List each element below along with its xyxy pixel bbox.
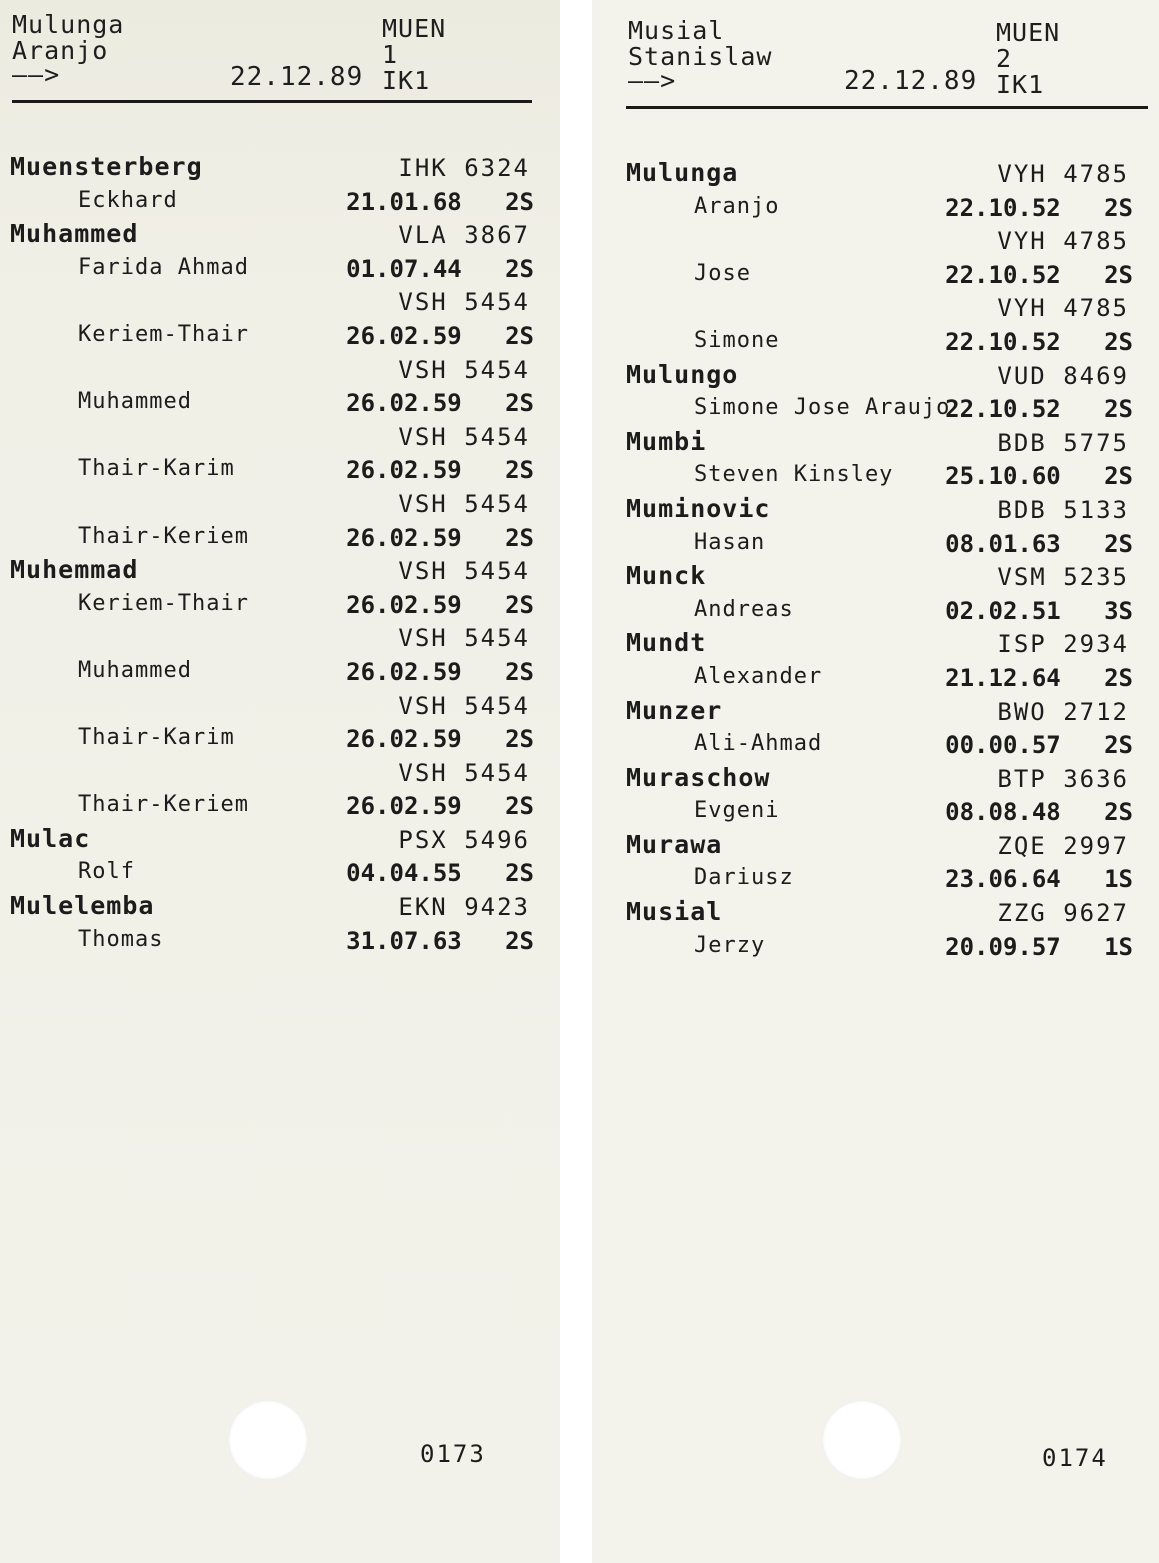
date-value: 02.02.51 bbox=[945, 596, 1061, 625]
given-name-row bbox=[0, 520, 560, 554]
header-code-line-2: 1 bbox=[382, 40, 399, 69]
given-name: Thair-Keriem bbox=[78, 792, 249, 818]
surname-row bbox=[616, 626, 1159, 660]
surname: Mulunga bbox=[626, 158, 739, 187]
given-name-row bbox=[0, 184, 560, 218]
surname-row bbox=[616, 895, 1159, 929]
status-code: 2S bbox=[1104, 260, 1133, 289]
surname-row bbox=[616, 425, 1159, 459]
reference-code: VSH 5454 bbox=[398, 422, 530, 451]
code-row bbox=[616, 223, 1159, 257]
surname-row bbox=[616, 559, 1159, 593]
birth-date bbox=[945, 328, 1133, 356]
surname: Mulelemba bbox=[10, 891, 155, 921]
date-value: 04.04.55 bbox=[346, 859, 462, 888]
birth-date bbox=[945, 395, 1133, 423]
given-name-row bbox=[616, 190, 1159, 224]
date-value: 00.00.57 bbox=[945, 731, 1061, 760]
surname: Mulac bbox=[10, 823, 91, 853]
date-value: 25.10.60 bbox=[945, 462, 1061, 491]
given-name-row bbox=[0, 318, 560, 352]
given-name-row bbox=[0, 923, 560, 957]
birth-date bbox=[346, 389, 534, 417]
index-card-0173 bbox=[0, 0, 560, 1563]
birth-date bbox=[945, 798, 1133, 826]
surname: Munck bbox=[626, 561, 707, 591]
date-value: 26.02.59 bbox=[346, 657, 462, 686]
header-code-line-3: IK1 bbox=[996, 70, 1045, 99]
surname-row bbox=[616, 156, 1159, 190]
header-name bbox=[12, 12, 124, 64]
surname-row bbox=[0, 553, 560, 587]
surname-row bbox=[616, 828, 1159, 862]
surname: Mumbi bbox=[626, 426, 707, 456]
code-row bbox=[0, 688, 560, 722]
birth-date bbox=[346, 658, 534, 686]
card-number: 0174 bbox=[1042, 1444, 1108, 1472]
given-name: Thair-Karim bbox=[78, 725, 235, 751]
punch-hole bbox=[228, 1400, 308, 1480]
header-arrow: ——> bbox=[12, 60, 61, 89]
date-value: 21.12.64 bbox=[945, 663, 1061, 692]
given-name-row bbox=[616, 861, 1159, 895]
date-value: 01.07.44 bbox=[346, 254, 462, 283]
status-code: 2S bbox=[505, 725, 534, 754]
reference-code: VYH 4785 bbox=[997, 160, 1129, 188]
birth-date bbox=[346, 524, 534, 552]
birth-date bbox=[346, 188, 534, 216]
given-name: Rolf bbox=[78, 859, 135, 885]
reference-code: BTP 3636 bbox=[997, 764, 1129, 793]
surname: Mundt bbox=[626, 628, 707, 658]
given-name: Thair-Karim bbox=[78, 456, 235, 482]
date-value: 26.02.59 bbox=[346, 389, 462, 418]
header-code-line-1: MUEN bbox=[382, 14, 447, 43]
status-code: 2S bbox=[505, 792, 534, 821]
reference-code: VSH 5454 bbox=[398, 355, 530, 384]
status-code: 2S bbox=[505, 926, 534, 955]
header-code-line-3: IK1 bbox=[382, 66, 431, 95]
given-name: Simone Jose Araujo bbox=[694, 395, 951, 421]
birth-date bbox=[945, 865, 1133, 893]
birth-date bbox=[945, 933, 1133, 961]
code-row bbox=[0, 419, 560, 453]
given-name-row bbox=[0, 654, 560, 688]
birth-date bbox=[945, 731, 1133, 759]
given-name-row bbox=[0, 587, 560, 621]
given-name: Ali-Ahmad bbox=[694, 731, 823, 757]
index-card-0174 bbox=[592, 0, 1159, 1563]
surname: Muhemmad bbox=[10, 555, 139, 585]
status-code: 1S bbox=[1104, 865, 1133, 894]
code-row bbox=[616, 290, 1159, 324]
date-value: 26.02.59 bbox=[346, 590, 462, 619]
card-number: 0173 bbox=[420, 1440, 486, 1468]
surname-row bbox=[616, 358, 1159, 392]
date-value: 08.08.48 bbox=[945, 798, 1061, 827]
given-name: Muhammed bbox=[78, 389, 192, 415]
reference-code: VUD 8469 bbox=[997, 361, 1129, 390]
given-name: Andreas bbox=[694, 596, 794, 622]
given-name: Muhammed bbox=[78, 657, 192, 683]
birth-date bbox=[346, 725, 534, 753]
status-code: 2S bbox=[505, 859, 534, 888]
reference-code: BWO 2712 bbox=[997, 697, 1129, 726]
code-row bbox=[0, 620, 560, 654]
status-code: 2S bbox=[1104, 663, 1133, 692]
reference-code: VSH 5454 bbox=[398, 691, 530, 720]
birth-date bbox=[945, 462, 1133, 490]
date-value: 20.09.57 bbox=[945, 932, 1061, 961]
date-value: 22.10.52 bbox=[945, 260, 1061, 289]
reference-code: VYH 4785 bbox=[997, 294, 1129, 323]
surname: Muhammed bbox=[10, 219, 139, 249]
given-name: Keriem-Thair bbox=[78, 590, 249, 616]
reference-code: VSH 5454 bbox=[398, 758, 530, 787]
reference-code: BDB 5133 bbox=[997, 495, 1129, 524]
reference-code: EKN 9423 bbox=[398, 893, 530, 922]
date-value: 26.02.59 bbox=[346, 725, 462, 754]
reference-code: PSX 5496 bbox=[398, 825, 530, 854]
header-rule bbox=[626, 106, 1148, 109]
surname-row bbox=[0, 217, 560, 251]
status-code: 3S bbox=[1104, 596, 1133, 625]
status-code: 2S bbox=[505, 389, 534, 418]
date-value: 21.01.68 bbox=[346, 187, 462, 216]
given-name-row bbox=[616, 794, 1159, 828]
given-name: Farida Ahmad bbox=[78, 254, 249, 280]
given-name-row bbox=[616, 391, 1159, 425]
birth-date bbox=[945, 194, 1133, 222]
date-value: 23.06.64 bbox=[945, 865, 1061, 894]
given-name: Thomas bbox=[78, 926, 164, 952]
given-name: Steven Kinsley bbox=[694, 462, 894, 488]
status-code: 2S bbox=[505, 590, 534, 619]
given-name: Keriem-Thair bbox=[78, 321, 249, 347]
surname-row bbox=[0, 150, 560, 184]
code-row bbox=[0, 284, 560, 318]
surname: Muraschow bbox=[626, 762, 771, 792]
given-name: Dariusz bbox=[694, 865, 794, 891]
reference-code: VSH 5454 bbox=[398, 489, 530, 518]
given-name-row bbox=[616, 324, 1159, 358]
date-value: 22.10.52 bbox=[945, 327, 1061, 356]
surname: Muminovic bbox=[626, 493, 771, 523]
reference-code: VSM 5235 bbox=[997, 563, 1129, 592]
surname-row bbox=[0, 889, 560, 923]
given-name: Hasan bbox=[694, 529, 766, 555]
given-name-row bbox=[0, 251, 560, 285]
given-name: Simone bbox=[694, 327, 780, 353]
entry-list bbox=[0, 150, 560, 956]
date-value: 26.02.59 bbox=[346, 456, 462, 485]
reference-code: VSH 5454 bbox=[398, 624, 530, 653]
birth-date bbox=[346, 591, 534, 619]
code-row bbox=[0, 486, 560, 520]
entry-list bbox=[616, 156, 1159, 962]
birth-date bbox=[346, 859, 534, 887]
header-name-line-2: Aranjo bbox=[12, 36, 109, 65]
given-name-row bbox=[0, 788, 560, 822]
status-code: 2S bbox=[505, 254, 534, 283]
birth-date bbox=[346, 792, 534, 820]
reference-code: ISP 2934 bbox=[997, 630, 1129, 659]
surname-row bbox=[616, 761, 1159, 795]
reference-code: BDB 5775 bbox=[997, 428, 1129, 457]
given-name: Evgeni bbox=[694, 798, 780, 824]
surname: Murawa bbox=[626, 829, 723, 859]
given-name: Thair-Keriem bbox=[78, 523, 249, 549]
header-arrow: ——> bbox=[628, 66, 677, 95]
birth-date bbox=[945, 261, 1133, 289]
status-code: 2S bbox=[505, 657, 534, 686]
surname-row bbox=[0, 822, 560, 856]
header-code-line-1: MUEN bbox=[996, 18, 1061, 47]
given-name-row bbox=[0, 452, 560, 486]
reference-code: VLA 3867 bbox=[398, 221, 530, 250]
header-name-line-1: Musial bbox=[628, 16, 725, 45]
reference-code: ZQE 2997 bbox=[997, 831, 1129, 860]
given-name-row bbox=[0, 385, 560, 419]
reference-code: IHK 6324 bbox=[398, 154, 530, 182]
surname-row bbox=[616, 492, 1159, 526]
surname: Musial bbox=[626, 897, 723, 927]
reference-code: VYH 4785 bbox=[997, 227, 1129, 256]
header-code bbox=[996, 20, 1060, 98]
surname-row bbox=[616, 694, 1159, 728]
punch-hole bbox=[822, 1400, 902, 1480]
birth-date bbox=[945, 664, 1133, 692]
date-value: 31.07.63 bbox=[346, 926, 462, 955]
given-name-row bbox=[616, 257, 1159, 291]
status-code: 2S bbox=[1104, 327, 1133, 356]
status-code: 2S bbox=[1104, 731, 1133, 760]
header-code bbox=[382, 16, 446, 94]
birth-date bbox=[945, 530, 1133, 558]
birth-date bbox=[945, 597, 1133, 625]
given-name-row bbox=[0, 855, 560, 889]
given-name: Jose bbox=[694, 260, 751, 286]
birth-date bbox=[346, 927, 534, 955]
given-name-row bbox=[616, 593, 1159, 627]
header-name-line-1: Mulunga bbox=[12, 10, 125, 39]
status-code: 2S bbox=[505, 523, 534, 552]
reference-code: ZZG 9627 bbox=[997, 899, 1129, 928]
birth-date bbox=[346, 255, 534, 283]
given-name-row bbox=[616, 727, 1159, 761]
status-code: 2S bbox=[1104, 395, 1133, 424]
status-code: 2S bbox=[1104, 462, 1133, 491]
status-code: 2S bbox=[505, 321, 534, 350]
date-value: 22.10.52 bbox=[945, 193, 1061, 222]
status-code: 2S bbox=[1104, 798, 1133, 827]
given-name-row bbox=[616, 526, 1159, 560]
surname: Mulungo bbox=[626, 359, 739, 389]
given-name: Aranjo bbox=[694, 193, 780, 219]
surname: Munzer bbox=[626, 695, 723, 725]
given-name-row bbox=[616, 929, 1159, 963]
given-name: Eckhard bbox=[78, 187, 178, 213]
header-rule bbox=[12, 100, 532, 103]
date-value: 26.02.59 bbox=[346, 321, 462, 350]
reference-code: VSH 5454 bbox=[398, 557, 530, 586]
status-code: 1S bbox=[1104, 932, 1133, 961]
code-row bbox=[0, 352, 560, 386]
given-name-row bbox=[0, 721, 560, 755]
date-value: 26.02.59 bbox=[346, 792, 462, 821]
header-name bbox=[628, 18, 772, 70]
status-code: 2S bbox=[505, 187, 534, 216]
date-value: 08.01.63 bbox=[945, 529, 1061, 558]
header-date: 22.12.89 bbox=[230, 62, 364, 92]
birth-date bbox=[346, 456, 534, 484]
date-value: 26.02.59 bbox=[346, 523, 462, 552]
given-name: Alexander bbox=[694, 663, 823, 689]
date-value: 22.10.52 bbox=[945, 395, 1061, 424]
birth-date bbox=[346, 322, 534, 350]
reference-code: VSH 5454 bbox=[398, 288, 530, 317]
header-code-line-2: 2 bbox=[996, 44, 1013, 73]
code-row bbox=[0, 755, 560, 789]
status-code: 2S bbox=[1104, 529, 1133, 558]
header-date: 22.12.89 bbox=[844, 66, 978, 96]
status-code: 2S bbox=[505, 456, 534, 485]
given-name-row bbox=[616, 458, 1159, 492]
given-name: Jerzy bbox=[694, 932, 766, 958]
given-name-row bbox=[616, 660, 1159, 694]
header-name-line-2: Stanislaw bbox=[628, 42, 773, 71]
surname: Muensterberg bbox=[10, 152, 203, 181]
status-code: 2S bbox=[1104, 193, 1133, 222]
